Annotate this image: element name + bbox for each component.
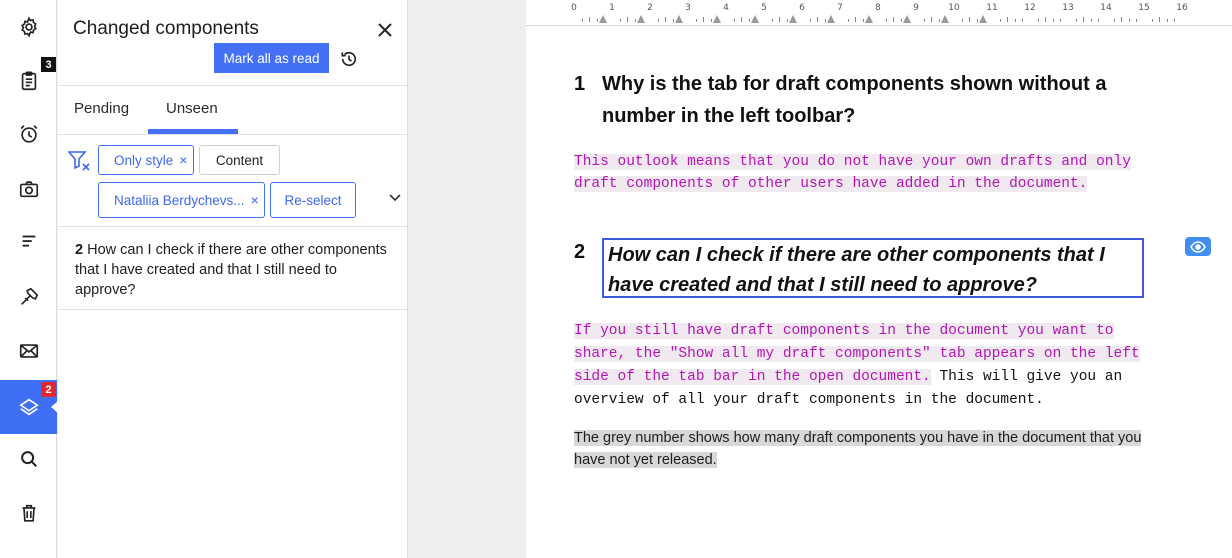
clipboard-icon — [18, 70, 40, 92]
settings-button[interactable] — [0, 1, 57, 53]
section-paragraph — [574, 151, 1154, 195]
tab-stop-marker[interactable] — [789, 15, 797, 23]
ruler-tick — [620, 19, 621, 22]
reselect-button[interactable]: Re-select — [270, 182, 356, 218]
ruler-tick — [1053, 19, 1054, 22]
content-chip[interactable]: Content — [199, 145, 280, 175]
ruler-tick — [1136, 19, 1137, 22]
ruler-tick — [817, 17, 818, 22]
tab-stop-marker[interactable] — [941, 15, 949, 23]
ruler-tick — [1000, 19, 1001, 22]
tab-stop-marker[interactable] — [599, 15, 607, 23]
ruler-tick — [627, 17, 628, 22]
tools-button[interactable] — [0, 271, 57, 323]
ruler-tick — [741, 17, 742, 22]
text-lines-icon — [18, 231, 40, 253]
ruler-tick — [848, 19, 849, 22]
ruler-tick — [703, 17, 704, 22]
search-button[interactable] — [0, 433, 57, 485]
ruler-tick — [1007, 17, 1008, 22]
ruler-tick — [1060, 19, 1061, 22]
document-page — [526, 0, 1232, 558]
outline-button[interactable] — [0, 216, 57, 268]
paragraph-text: This will give you an overview of all your draft components in the document. — [574, 369, 1123, 408]
section-number: 2 — [574, 241, 586, 263]
divider — [58, 226, 407, 227]
mail-button[interactable] — [0, 325, 57, 377]
remove-only-style-icon[interactable]: × — [179, 152, 188, 168]
ruler-number: 1 — [609, 3, 615, 13]
tab-unseen[interactable]: Unseen — [166, 100, 218, 117]
panel-title: Changed components — [73, 18, 259, 39]
ruler-tick — [1083, 17, 1084, 22]
ruler-number: 10 — [948, 3, 960, 13]
ruler-tick — [1121, 17, 1122, 22]
gear-icon — [18, 16, 40, 38]
chevron-down-icon[interactable] — [388, 190, 402, 204]
ruler-tick — [1091, 19, 1092, 22]
ruler-tick — [1174, 19, 1175, 22]
tab-stop-marker[interactable] — [713, 15, 721, 23]
draft-text: If you still have draft components in the document you want to share, the "Show all my draft components" tab appears on the left side of the tab bar in the open document. — [574, 323, 1140, 385]
history-icon[interactable] — [339, 49, 359, 69]
hammer-icon — [18, 286, 40, 308]
ruler-tick — [1114, 19, 1115, 22]
alarm-clock-icon — [18, 123, 40, 145]
item-number: 2 — [75, 242, 84, 258]
tab-stop-marker[interactable] — [979, 15, 987, 23]
divider — [58, 85, 407, 86]
grey-note-text: The grey number shows how many draft components you have in the document that you have not yet released. — [574, 430, 1142, 468]
ruler-number: 6 — [799, 3, 805, 13]
search-icon — [18, 448, 40, 470]
section-paragraph — [574, 320, 1164, 412]
trash-icon — [18, 502, 40, 524]
ruler-tick — [924, 19, 925, 22]
layers-icon — [18, 396, 40, 418]
tasks-badge: 3 — [41, 57, 56, 72]
visibility-button[interactable] — [1185, 237, 1211, 256]
user-filter-chip[interactable] — [98, 182, 265, 218]
list-item[interactable] — [75, 240, 395, 300]
ruler-number: 14 — [1100, 3, 1112, 13]
ruler-number: 11 — [986, 3, 998, 13]
ruler-number: 8 — [875, 3, 881, 13]
divider — [58, 309, 407, 310]
ruler-number: 7 — [837, 3, 843, 13]
reminders-button[interactable] — [0, 108, 57, 160]
item-text: How can I check if there are other components that I have created and that I still need to approve? — [75, 242, 387, 298]
ruler-tick — [931, 17, 932, 22]
ruler-scale — [571, 0, 1188, 26]
tab-stop-marker[interactable] — [675, 15, 683, 23]
tab-stop-marker[interactable] — [751, 15, 759, 23]
only-style-chip[interactable] — [98, 145, 194, 175]
ruler-tick — [589, 17, 590, 22]
ruler-number: 13 — [1062, 3, 1074, 13]
selected-heading[interactable]: How can I check if there are other components that I have created and that I still need to approve? — [602, 238, 1144, 298]
tab-stop-marker[interactable] — [903, 15, 911, 23]
ruler-tick — [1152, 19, 1153, 22]
ruler-tick — [734, 19, 735, 22]
close-icon[interactable] — [375, 20, 395, 40]
ruler-tick — [1015, 19, 1016, 22]
mark-all-as-read-button[interactable]: Mark all as read — [214, 43, 329, 73]
filter-clear-icon[interactable] — [68, 150, 92, 172]
changed-components-panel — [58, 0, 408, 558]
ruler-number: 0 — [571, 3, 577, 13]
ruler-tick — [810, 19, 811, 22]
ruler-tick — [779, 17, 780, 22]
section-heading: Why is the tab for draft components shown without a number in the left toolbar? — [602, 73, 1107, 127]
ruler-tick — [658, 19, 659, 22]
ruler-tick — [969, 17, 970, 22]
eye-icon — [1190, 241, 1206, 253]
tab-pending[interactable]: Pending — [74, 100, 130, 117]
tasks-button[interactable] — [0, 55, 57, 107]
envelope-icon — [18, 340, 40, 362]
ruler-number: 5 — [761, 3, 767, 13]
only-style-label: Only style — [114, 152, 174, 168]
ruler-tick — [962, 19, 963, 22]
ruler-tick — [855, 17, 856, 22]
user-filter-label: Nataliia Berdychevs... — [114, 192, 245, 208]
ruler-tick — [1045, 17, 1046, 22]
ruler-number: 2 — [647, 3, 653, 13]
tab-stop-marker[interactable] — [637, 15, 645, 23]
ruler-tick — [665, 17, 666, 22]
camera-button[interactable] — [0, 163, 57, 215]
divider — [58, 134, 407, 135]
changed-components-button[interactable] — [0, 380, 57, 434]
ruler-number: 3 — [685, 3, 691, 13]
ruler-tick — [1129, 19, 1130, 22]
grey-note — [574, 427, 1164, 471]
ruler-tick — [893, 17, 894, 22]
camera-icon — [18, 178, 40, 200]
ruler-tick — [1022, 19, 1023, 22]
ruler-tick — [772, 19, 773, 22]
ruler-number: 12 — [1024, 3, 1036, 13]
ruler-tick — [886, 19, 887, 22]
ruler-number: 16 — [1176, 3, 1188, 13]
ruler-number: 9 — [913, 3, 919, 13]
remove-user-filter-icon[interactable]: × — [250, 192, 259, 208]
tab-stop-marker[interactable] — [827, 15, 835, 23]
ruler-tick — [582, 19, 583, 22]
ruler-tick — [1159, 17, 1160, 22]
draft-text: This outlook means that you do not have your own drafts and only draft components of other users have added in the document. — [574, 154, 1131, 192]
ruler — [526, 0, 1232, 26]
ruler-tick — [696, 19, 697, 22]
ruler-tick — [1167, 19, 1168, 22]
trash-button[interactable] — [0, 487, 57, 539]
ruler-number: 15 — [1138, 3, 1150, 13]
changed-components-badge: 2 — [41, 382, 56, 397]
left-toolbar — [0, 0, 57, 558]
ruler-tick — [1038, 19, 1039, 22]
section-number: 1 — [574, 73, 586, 95]
ruler-tick — [1098, 19, 1099, 22]
tab-stop-marker[interactable] — [865, 15, 873, 23]
ruler-tick — [1076, 19, 1077, 22]
ruler-number: 4 — [723, 3, 729, 13]
